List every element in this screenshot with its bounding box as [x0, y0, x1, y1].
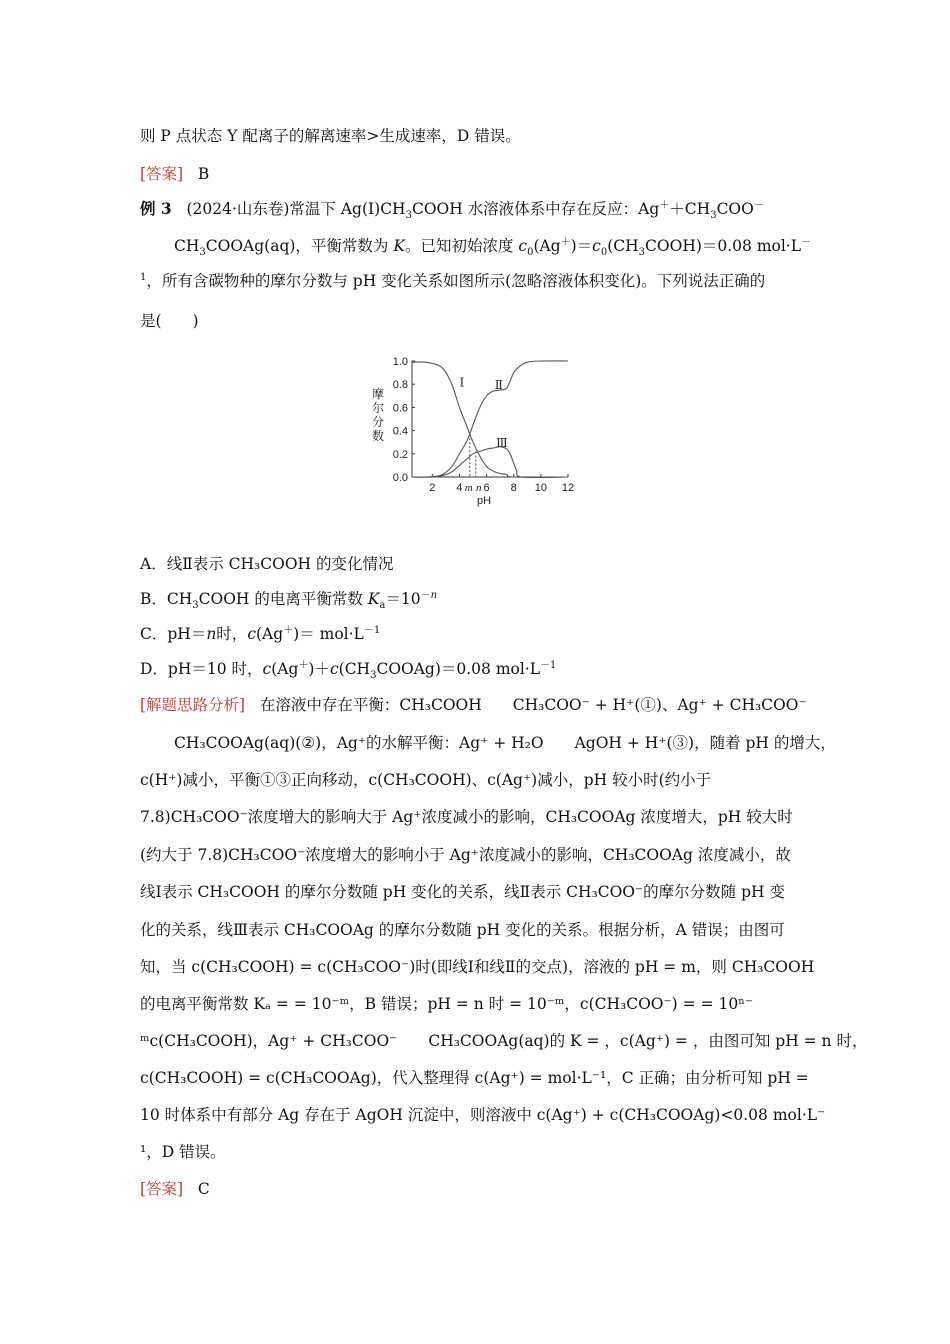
y-axis-label-char: 数	[372, 429, 385, 443]
analysis-line: c(CH₃COOH) = c(CH₃COOAg)，代入整理得 c(Ag⁺) = mol·L⁻¹，C 正确；由分析可知 pH =	[140, 1069, 809, 1087]
x-tick-label: 8	[510, 482, 517, 494]
analysis-line: 的电离平衡常数 Kₐ = = 10⁻ᵐ，B 错误；pH = n 时 = 10⁻ᵐ，c(CH₃COO⁻) = = 10ⁿ⁻	[140, 995, 754, 1013]
x-tick-label: 12	[561, 482, 575, 494]
answer-label: [答案]	[140, 165, 184, 183]
series-label: Ⅰ	[459, 375, 465, 390]
option-d: D．pH＝10 时，$c(Ag^+)+c(CH_3COOAg)=0.08$ $mol\cdot L^{-1}$	[140, 659, 557, 682]
y-tick-label: 0.8	[392, 379, 408, 392]
mole-fraction-chart	[358, 350, 598, 514]
analysis-line: CH₃COOAg(aq)(②)，Ag⁺的水解平衡：Ag⁺ + H₂O AgOH + H⁺(③)，随着 pH 的增大，	[174, 734, 836, 752]
n-label: n	[476, 482, 482, 494]
series-line-1	[412, 362, 568, 477]
answer-value: C	[197, 1180, 210, 1198]
y-axis-label-char: 分	[372, 415, 385, 429]
example-header: 例 3 (2024·山东卷)常温下 $Ag(Ⅰ)CH_3COOH$ 水溶液体系中存在反应：$Ag^++CH_3COO^-$	[140, 199, 764, 222]
analysis-line: 化的关系，线Ⅲ表示 CH₃COOAg 的摩尔分数随 pH 变化的关系。根据分析，A 错误；由图可	[140, 921, 785, 939]
analysis-line: ¹，D 错误。	[140, 1143, 226, 1161]
text-line: $CH_3COOAg(aq)$，平衡常数为 K。已知初始浓度 $c_0(Ag^+)=c_0(CH_3COOH)=0.08$ mol·L－	[174, 236, 812, 259]
analysis-line: ᵐc(CH₃COOH)，Ag⁺ + CH₃COO⁻ CH₃COOAg(aq)的 K = ，c(Ag⁺) = ，由图可知 pH = n 时，	[140, 1032, 868, 1050]
series-label: Ⅱ	[494, 377, 503, 392]
y-axis-label-char: 尔	[372, 401, 385, 415]
option-a: A．线Ⅱ表示 CH₃COOH 的变化情况	[140, 555, 394, 573]
analysis-line: 7.8)CH₃COO⁻浓度增大的影响大于 Ag⁺浓度减小的影响，CH₃COOAg 浓度增大，pH 较大时	[140, 808, 793, 826]
y-axis-label	[372, 386, 384, 443]
analysis-line: [解题思路分析] 在溶液中存在平衡：CH₃COOH CH₃COO⁻ + H⁺(①)、Ag⁺ + CH₃COO⁻	[140, 696, 807, 714]
m-label: m	[464, 482, 473, 494]
analysis-line: 知，当 c(CH₃COOH) = c(CH₃COO⁻)时(即线Ⅰ和线Ⅱ的交点)，溶液的 pH = m，则 CH₃COOH	[140, 958, 815, 976]
x-tick-label: 2	[429, 482, 436, 494]
text-line: 则 P 点状态 Y 配离子的解离速率>生成速率，D 错误。	[140, 127, 521, 145]
series-line-2	[412, 361, 568, 477]
x-axis-label: pH	[476, 495, 492, 507]
text-line: 是( )	[140, 312, 199, 330]
y-tick-label: 0.4	[392, 425, 408, 438]
x-tick-label: 10	[534, 482, 547, 494]
analysis-line: 线Ⅰ表示 CH₃COOH 的摩尔分数随 pH 变化的关系，线Ⅱ表示 CH₃COO⁻的摩尔分数随 pH 变	[140, 883, 785, 901]
x-tick-label: 6	[483, 482, 490, 494]
y-tick-label: 0.2	[392, 448, 408, 461]
analysis-line: c(H⁺)减小，平衡①③正向移动，c(CH₃COOH)、c(Ag⁺)减小，pH 较小时(约小于	[140, 771, 712, 789]
answer-label: [答案]	[140, 1180, 184, 1198]
answer-line	[140, 164, 209, 184]
example-label: 例 3	[140, 199, 172, 218]
series-line-3	[412, 447, 568, 478]
analysis-label: [解题思路分析]	[140, 696, 246, 714]
y-tick-label: 0.6	[392, 402, 408, 415]
option-c: C．pH＝n时，$c(Ag^+)= mol\cdot L^{-1}$	[140, 624, 381, 643]
x-tick-label: 4	[456, 482, 463, 494]
text-line: $^1$，所有含碳物种的摩尔分数与 pH 变化关系如图所示(忽略溶液体积变化)。下列说法正确的	[140, 271, 766, 290]
answer-line	[140, 1179, 210, 1199]
y-tick-label: 1.0	[392, 356, 408, 368]
option-b: B．$CH_3COOH$ 的电离平衡常数 $K_a=10^{-n}$	[140, 589, 438, 612]
answer-value: B	[197, 165, 210, 183]
chart-svg	[358, 350, 598, 510]
analysis-line: (约大于 7.8)CH₃COO⁻浓度增大的影响小于 Ag⁺浓度减小的影响，CH₃COOAg 浓度减小，故	[140, 846, 791, 864]
y-tick-label: 0.0	[392, 472, 408, 484]
analysis-line: 10 时体系中有部分 Ag 存在于 AgOH 沉淀中，则溶液中 c(Ag⁺) + c(CH₃COOAg)<0.08 mol·L⁻	[140, 1106, 826, 1124]
y-axis-label-char: 摩	[372, 387, 385, 401]
series-label: Ⅲ	[496, 435, 508, 450]
